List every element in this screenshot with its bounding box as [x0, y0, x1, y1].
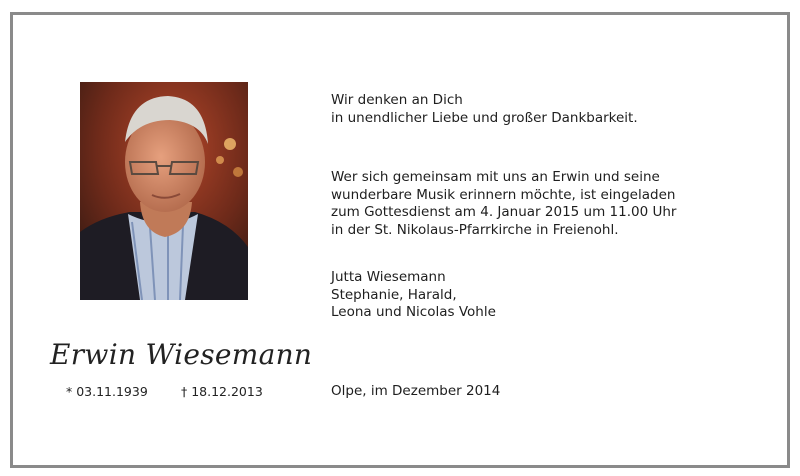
signatory-line: Leona und Nicolas Vohle	[331, 304, 496, 320]
obituary-card	[10, 12, 790, 468]
birth-date: * 03.11.1939	[66, 384, 148, 399]
text-line: zum Gottesdienst am 4. Januar 2015 um 11.00 Uhr	[331, 204, 677, 220]
text-line: in unendlicher Liebe und großer Dankbarkeit.	[331, 109, 638, 126]
place-date: Olpe, im Dezember 2014	[331, 383, 501, 399]
deceased-name: Erwin Wiesemann	[50, 338, 313, 371]
service-invitation-text	[331, 169, 676, 239]
signatories	[331, 269, 496, 322]
text-line: Wer sich gemeinsam mit uns an Erwin und seine	[331, 169, 660, 185]
portrait-photo	[80, 82, 248, 300]
signatory-line: Stephanie, Harald,	[331, 286, 457, 303]
text-line: in der St. Nikolaus-Pfarrkirche in Freienohl.	[331, 221, 619, 238]
death-date: † 18.12.2013	[181, 384, 263, 399]
signatory-line: Jutta Wiesemann	[331, 269, 446, 285]
text-line: wunderbare Musik erinnern möchte, ist eingeladen	[331, 186, 676, 203]
remembrance-text	[331, 92, 638, 127]
text-line: Wir denken an Dich	[331, 92, 463, 108]
